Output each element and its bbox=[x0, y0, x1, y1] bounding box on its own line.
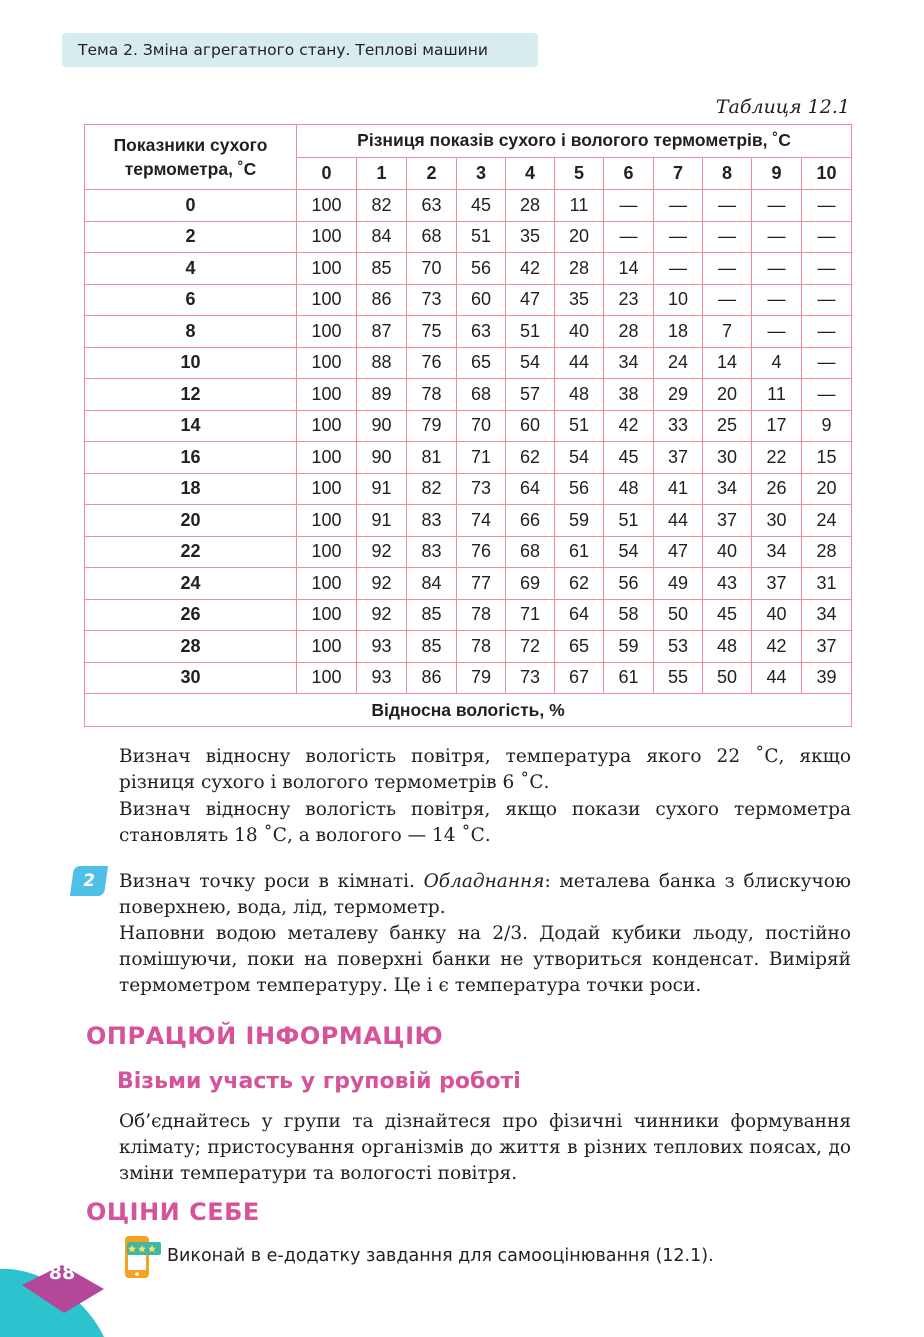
humidity-cell: 34 bbox=[752, 536, 802, 568]
group-work-heading: Візьми участь у груповій роботі bbox=[117, 1069, 521, 1094]
humidity-cell: 100 bbox=[297, 536, 357, 568]
humidity-cell: 86 bbox=[407, 662, 457, 694]
humidity-cell: 87 bbox=[357, 316, 407, 348]
humidity-cell: 91 bbox=[357, 473, 407, 505]
humidity-cell: 53 bbox=[654, 631, 703, 663]
humidity-cell: 37 bbox=[703, 505, 752, 537]
humidity-cell: 78 bbox=[407, 379, 457, 411]
dry-temp-cell: 16 bbox=[85, 442, 297, 474]
humidity-cell: 76 bbox=[407, 347, 457, 379]
dry-temp-cell: 10 bbox=[85, 347, 297, 379]
humidity-cell: 60 bbox=[457, 284, 506, 316]
humidity-cell: 67 bbox=[555, 662, 604, 694]
humidity-cell: 15 bbox=[802, 442, 852, 474]
humidity-cell: 33 bbox=[654, 410, 703, 442]
humidity-cell: 37 bbox=[654, 442, 703, 474]
humidity-cell: 34 bbox=[703, 473, 752, 505]
task-2-instructions: Наповни водою металеву банку на 2/3. Додай кубики льоду, постійно помішуючи, поки на поверхні банки не утвориться конденсат. Виміряй термометром температуру. Це і є температура точки роси. bbox=[119, 923, 851, 996]
equipment-label: Обладнання bbox=[423, 871, 545, 892]
humidity-cell: 85 bbox=[407, 599, 457, 631]
humidity-cell: — bbox=[703, 284, 752, 316]
humidity-cell: — bbox=[802, 253, 852, 285]
humidity-cell: 100 bbox=[297, 221, 357, 253]
humidity-cell: 70 bbox=[407, 253, 457, 285]
humidity-cell: 50 bbox=[654, 599, 703, 631]
diff-column-header: 2 bbox=[407, 157, 457, 189]
humidity-cell: 62 bbox=[506, 442, 555, 474]
humidity-cell: — bbox=[752, 221, 802, 253]
humidity-cell: — bbox=[802, 221, 852, 253]
humidity-table bbox=[84, 124, 852, 727]
humidity-cell: 30 bbox=[703, 442, 752, 474]
humidity-cell: 60 bbox=[506, 410, 555, 442]
process-info-heading: ОПРАЦЮЙ ІНФОРМАЦІЮ bbox=[86, 1022, 444, 1050]
humidity-cell: 83 bbox=[407, 536, 457, 568]
task-2-text bbox=[119, 869, 851, 921]
humidity-cell: 34 bbox=[604, 347, 654, 379]
humidity-cell: 41 bbox=[654, 473, 703, 505]
humidity-cell: 54 bbox=[604, 536, 654, 568]
humidity-cell: 82 bbox=[357, 190, 407, 222]
humidity-cell: 4 bbox=[752, 347, 802, 379]
humidity-cell: 26 bbox=[752, 473, 802, 505]
humidity-cell: 34 bbox=[802, 599, 852, 631]
humidity-cell: 78 bbox=[457, 599, 506, 631]
humidity-cell: 28 bbox=[555, 253, 604, 285]
humidity-cell: 92 bbox=[357, 568, 407, 600]
humidity-cell: 35 bbox=[555, 284, 604, 316]
humidity-cell: 65 bbox=[555, 631, 604, 663]
humidity-cell: 37 bbox=[802, 631, 852, 663]
table-row bbox=[85, 347, 852, 379]
humidity-cell: 7 bbox=[703, 316, 752, 348]
humidity-cell: 23 bbox=[604, 284, 654, 316]
humidity-cell: 63 bbox=[457, 316, 506, 348]
humidity-cell: 28 bbox=[604, 316, 654, 348]
humidity-cell: 68 bbox=[407, 221, 457, 253]
humidity-cell: 42 bbox=[752, 631, 802, 663]
humidity-cell: 100 bbox=[297, 190, 357, 222]
humidity-cell: — bbox=[654, 253, 703, 285]
humidity-cell: 18 bbox=[654, 316, 703, 348]
table-row bbox=[85, 536, 852, 568]
dry-temp-cell: 6 bbox=[85, 284, 297, 316]
question-1: Визнач відносну вологість повітря, температура якого 22 ˚С, якщо різниця сухого і вологого термометрів 6 ˚С. bbox=[119, 746, 851, 793]
humidity-cell: — bbox=[802, 379, 852, 411]
table-row bbox=[85, 505, 852, 537]
humidity-cell: 51 bbox=[555, 410, 604, 442]
humidity-cell: 61 bbox=[555, 536, 604, 568]
humidity-cell: 88 bbox=[357, 347, 407, 379]
table-row bbox=[85, 442, 852, 474]
humidity-cell: 31 bbox=[802, 568, 852, 600]
table-row bbox=[85, 473, 852, 505]
humidity-cell: 100 bbox=[297, 505, 357, 537]
humidity-cell: 100 bbox=[297, 253, 357, 285]
diff-column-header: 10 bbox=[802, 157, 852, 189]
dry-temp-cell: 0 bbox=[85, 190, 297, 222]
humidity-cell: 40 bbox=[752, 599, 802, 631]
humidity-cell: 45 bbox=[703, 599, 752, 631]
humidity-cell: — bbox=[752, 316, 802, 348]
humidity-cell: 73 bbox=[457, 473, 506, 505]
humidity-cell: 47 bbox=[506, 284, 555, 316]
humidity-cell: 100 bbox=[297, 316, 357, 348]
humidity-cell: 82 bbox=[407, 473, 457, 505]
humidity-cell: 50 bbox=[703, 662, 752, 694]
question-2: Визнач відносну вологість повітря, якщо покази сухого термометра становлять 18 ˚С, а вологого — 14 ˚С. bbox=[119, 799, 851, 846]
humidity-cell: 48 bbox=[555, 379, 604, 411]
humidity-cell: 38 bbox=[604, 379, 654, 411]
diff-column-header: 0 bbox=[297, 157, 357, 189]
dry-temp-cell: 20 bbox=[85, 505, 297, 537]
table-caption: Таблиця 12.1 bbox=[715, 96, 850, 118]
humidity-cell: — bbox=[752, 253, 802, 285]
table-row bbox=[85, 631, 852, 663]
humidity-cell: — bbox=[604, 190, 654, 222]
humidity-cell: 86 bbox=[357, 284, 407, 316]
humidity-cell: 83 bbox=[407, 505, 457, 537]
dry-temp-cell: 18 bbox=[85, 473, 297, 505]
dry-temp-cell: 24 bbox=[85, 568, 297, 600]
humidity-cell: 57 bbox=[506, 379, 555, 411]
humidity-cell: 75 bbox=[407, 316, 457, 348]
humidity-cell: 24 bbox=[654, 347, 703, 379]
humidity-cell: 37 bbox=[752, 568, 802, 600]
humidity-cell: 54 bbox=[555, 442, 604, 474]
humidity-cell: 48 bbox=[703, 631, 752, 663]
humidity-cell: 45 bbox=[604, 442, 654, 474]
humidity-cell: — bbox=[654, 190, 703, 222]
humidity-cell: — bbox=[752, 284, 802, 316]
humidity-cell: 92 bbox=[357, 536, 407, 568]
humidity-cell: 68 bbox=[457, 379, 506, 411]
humidity-cell: 56 bbox=[555, 473, 604, 505]
table-row bbox=[85, 379, 852, 411]
humidity-cell: 93 bbox=[357, 631, 407, 663]
dry-temp-cell: 26 bbox=[85, 599, 297, 631]
dry-temp-cell: 2 bbox=[85, 221, 297, 253]
humidity-cell: 73 bbox=[407, 284, 457, 316]
humidity-cell: 59 bbox=[604, 631, 654, 663]
humidity-cell: 10 bbox=[654, 284, 703, 316]
humidity-cell: 43 bbox=[703, 568, 752, 600]
table-row bbox=[85, 221, 852, 253]
humidity-cell: — bbox=[802, 347, 852, 379]
table-footer: Відносна вологість, % bbox=[85, 694, 852, 727]
humidity-cell: 20 bbox=[555, 221, 604, 253]
humidity-cell: — bbox=[604, 221, 654, 253]
dry-temp-cell: 14 bbox=[85, 410, 297, 442]
humidity-cell: 29 bbox=[654, 379, 703, 411]
humidity-cell: — bbox=[802, 284, 852, 316]
humidity-cell: 28 bbox=[802, 536, 852, 568]
dry-temp-cell: 4 bbox=[85, 253, 297, 285]
diff-column-header: 1 bbox=[357, 157, 407, 189]
humidity-cell: 72 bbox=[506, 631, 555, 663]
humidity-cell: 47 bbox=[654, 536, 703, 568]
humidity-cell: 100 bbox=[297, 347, 357, 379]
dry-temp-cell: 12 bbox=[85, 379, 297, 411]
dry-thermometer-header: Показники сухого термометра, ˚С bbox=[85, 125, 297, 190]
humidity-cell: — bbox=[654, 221, 703, 253]
phone-stars-icon bbox=[121, 1234, 163, 1280]
humidity-cell: 100 bbox=[297, 662, 357, 694]
humidity-cell: — bbox=[703, 190, 752, 222]
humidity-cell: 85 bbox=[357, 253, 407, 285]
humidity-cell: 100 bbox=[297, 442, 357, 474]
humidity-cell: 42 bbox=[604, 410, 654, 442]
diff-column-header: 6 bbox=[604, 157, 654, 189]
equipment-list: : металева банка з блискучою поверхнею, вода, лід, термометр. bbox=[119, 871, 852, 918]
task-number-badge bbox=[70, 866, 108, 896]
table-row bbox=[85, 568, 852, 600]
dry-temp-cell: 28 bbox=[85, 631, 297, 663]
humidity-cell: 44 bbox=[752, 662, 802, 694]
humidity-cell: 56 bbox=[604, 568, 654, 600]
humidity-cell: 49 bbox=[654, 568, 703, 600]
humidity-cell: 65 bbox=[457, 347, 506, 379]
diff-column-header: 7 bbox=[654, 157, 703, 189]
dry-temp-cell: 22 bbox=[85, 536, 297, 568]
task-number: 2 bbox=[81, 871, 97, 891]
group-work-text: Об’єднайтесь у групи та дізнайтеся про фізичні чинники формування клімату; пристосування організмів до життя в різних теплових поясах, до зміни температури та вологості повітря. bbox=[119, 1111, 851, 1184]
humidity-cell: 84 bbox=[407, 568, 457, 600]
humidity-cell: 76 bbox=[457, 536, 506, 568]
humidity-cell: 100 bbox=[297, 631, 357, 663]
dry-temp-cell: 30 bbox=[85, 662, 297, 694]
humidity-cell: — bbox=[752, 190, 802, 222]
humidity-cell: 56 bbox=[457, 253, 506, 285]
humidity-cell: 89 bbox=[357, 379, 407, 411]
humidity-cell: 100 bbox=[297, 568, 357, 600]
humidity-cell: 79 bbox=[457, 662, 506, 694]
humidity-cell: 70 bbox=[457, 410, 506, 442]
humidity-cell: 25 bbox=[703, 410, 752, 442]
topic-header: Тема 2. Зміна агрегатного стану. Теплові машини bbox=[62, 33, 538, 67]
humidity-cell: — bbox=[802, 190, 852, 222]
humidity-cell: 64 bbox=[555, 599, 604, 631]
humidity-cell: 24 bbox=[802, 505, 852, 537]
self-assess-heading: ОЦІНИ СЕБЕ bbox=[86, 1198, 260, 1226]
humidity-cell: 20 bbox=[802, 473, 852, 505]
humidity-cell: — bbox=[703, 253, 752, 285]
humidity-cell: 22 bbox=[752, 442, 802, 474]
page-number: 88 bbox=[48, 1262, 76, 1284]
humidity-cell: 79 bbox=[407, 410, 457, 442]
humidity-cell: 92 bbox=[357, 599, 407, 631]
humidity-cell: 100 bbox=[297, 379, 357, 411]
dry-temp-cell: 8 bbox=[85, 316, 297, 348]
table-row bbox=[85, 316, 852, 348]
humidity-cell: 100 bbox=[297, 599, 357, 631]
diff-column-header: 5 bbox=[555, 157, 604, 189]
humidity-cell: 78 bbox=[457, 631, 506, 663]
humidity-cell: 55 bbox=[654, 662, 703, 694]
humidity-cell: 20 bbox=[703, 379, 752, 411]
humidity-cell: 61 bbox=[604, 662, 654, 694]
diff-column-header: 9 bbox=[752, 157, 802, 189]
humidity-cell: 58 bbox=[604, 599, 654, 631]
table-row bbox=[85, 190, 852, 222]
humidity-cell: 74 bbox=[457, 505, 506, 537]
humidity-cell: 77 bbox=[457, 568, 506, 600]
task-2-intro: Визнач точку роси в кімнаті. bbox=[119, 871, 424, 892]
diff-column-header: 8 bbox=[703, 157, 752, 189]
humidity-cell: 44 bbox=[555, 347, 604, 379]
humidity-cell: — bbox=[703, 221, 752, 253]
humidity-cell: 84 bbox=[357, 221, 407, 253]
humidity-cell: 11 bbox=[555, 190, 604, 222]
table-row bbox=[85, 410, 852, 442]
humidity-cell: 11 bbox=[752, 379, 802, 411]
humidity-cell: 91 bbox=[357, 505, 407, 537]
diff-column-header: 3 bbox=[457, 157, 506, 189]
humidity-cell: 81 bbox=[407, 442, 457, 474]
difference-header: Різниця показів сухого і вологого термометрів, ˚С bbox=[297, 125, 852, 158]
humidity-cell: 62 bbox=[555, 568, 604, 600]
humidity-cell: 93 bbox=[357, 662, 407, 694]
humidity-cell: 40 bbox=[703, 536, 752, 568]
diff-column-header: 4 bbox=[506, 157, 555, 189]
humidity-cell: 42 bbox=[506, 253, 555, 285]
humidity-cell: 17 bbox=[752, 410, 802, 442]
humidity-cell: 68 bbox=[506, 536, 555, 568]
humidity-cell: 35 bbox=[506, 221, 555, 253]
humidity-cell: 59 bbox=[555, 505, 604, 537]
humidity-cell: 100 bbox=[297, 473, 357, 505]
humidity-cell: 9 bbox=[802, 410, 852, 442]
humidity-cell: 51 bbox=[506, 316, 555, 348]
humidity-cell: — bbox=[802, 316, 852, 348]
humidity-cell: 71 bbox=[506, 599, 555, 631]
humidity-cell: 85 bbox=[407, 631, 457, 663]
humidity-cell: 54 bbox=[506, 347, 555, 379]
humidity-cell: 100 bbox=[297, 410, 357, 442]
humidity-cell: 64 bbox=[506, 473, 555, 505]
table-row bbox=[85, 253, 852, 285]
humidity-cell: 28 bbox=[506, 190, 555, 222]
humidity-cell: 69 bbox=[506, 568, 555, 600]
humidity-cell: 73 bbox=[506, 662, 555, 694]
table-row bbox=[85, 284, 852, 316]
humidity-cell: 71 bbox=[457, 442, 506, 474]
humidity-cell: 51 bbox=[457, 221, 506, 253]
table-row bbox=[85, 662, 852, 694]
humidity-cell: 48 bbox=[604, 473, 654, 505]
humidity-cell: 39 bbox=[802, 662, 852, 694]
humidity-cell: 63 bbox=[407, 190, 457, 222]
humidity-cell: 14 bbox=[604, 253, 654, 285]
humidity-cell: 90 bbox=[357, 410, 407, 442]
humidity-cell: 90 bbox=[357, 442, 407, 474]
humidity-cell: 100 bbox=[297, 284, 357, 316]
humidity-cell: 44 bbox=[654, 505, 703, 537]
table-row bbox=[85, 599, 852, 631]
humidity-cell: 40 bbox=[555, 316, 604, 348]
humidity-cell: 45 bbox=[457, 190, 506, 222]
humidity-cell: 14 bbox=[703, 347, 752, 379]
humidity-cell: 66 bbox=[506, 505, 555, 537]
self-assess-text: Виконай в е-додатку завдання для самооцінювання (12.1). bbox=[167, 1246, 714, 1266]
humidity-cell: 51 bbox=[604, 505, 654, 537]
humidity-cell: 30 bbox=[752, 505, 802, 537]
